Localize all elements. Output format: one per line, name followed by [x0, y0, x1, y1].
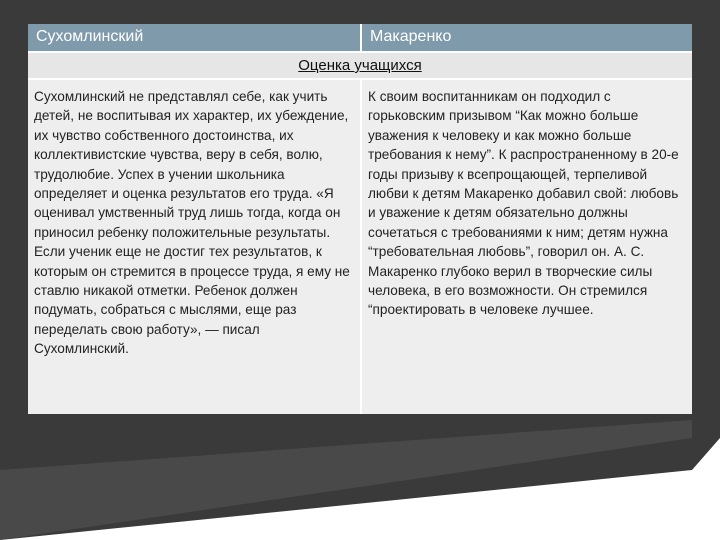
cell-text: К своим воспитанникам он подходил с горьковским призывом “Как можно больше уважения к человеку и как можно больше требования к нему”. К распространенному в 20-е годы призыву к всепрощающей, терпеливой любви к детям Макаренко добавил свой: любовь и уважение к детям обязательно должны сочетаться с требованиями к ним; детям нужна “требовательная любовь”, говорил он. А. С. Макаренко глубоко верил в творческие силы человека, в его возможности. Он стремился “проектировать в человеке лучшее. — [368, 89, 679, 318]
section-title: Оценка учащихся — [298, 57, 422, 74]
header-label: Макаренко — [370, 28, 452, 45]
header-row — [28, 24, 692, 52]
comparison-table — [28, 24, 692, 414]
header-cell-sukhomlinsky — [28, 24, 361, 52]
cell-text: Сухомлинский не представлял себе, как учить детей, не воспитывая их характер, их убеждение, их чувство собственного достоинства, их коллективистские чувства, веру в себя, волю, трудолюбие. Успех в учении школьника определяет и оценка результатов его труда. «Я оценивал умственный труд лишь тогда, когда он приносил ребенку положительные результаты. Если ученик еще не достиг тех результатов, к которым он стремится в процессе труда, я ему не ставлю никакой отметки. Ребенок должен подумать, собраться с мыслями, еще раз переделать свою работу», — писал Сухомлинский. — [34, 89, 350, 357]
header-cell-makarenko — [361, 24, 692, 52]
table-cell-sukhomlinsky — [28, 79, 361, 414]
section-row — [28, 52, 692, 79]
section-title-cell — [28, 52, 692, 79]
table-row — [28, 79, 692, 414]
table-cell-makarenko — [361, 79, 692, 414]
header-label: Сухомлинский — [36, 28, 144, 45]
